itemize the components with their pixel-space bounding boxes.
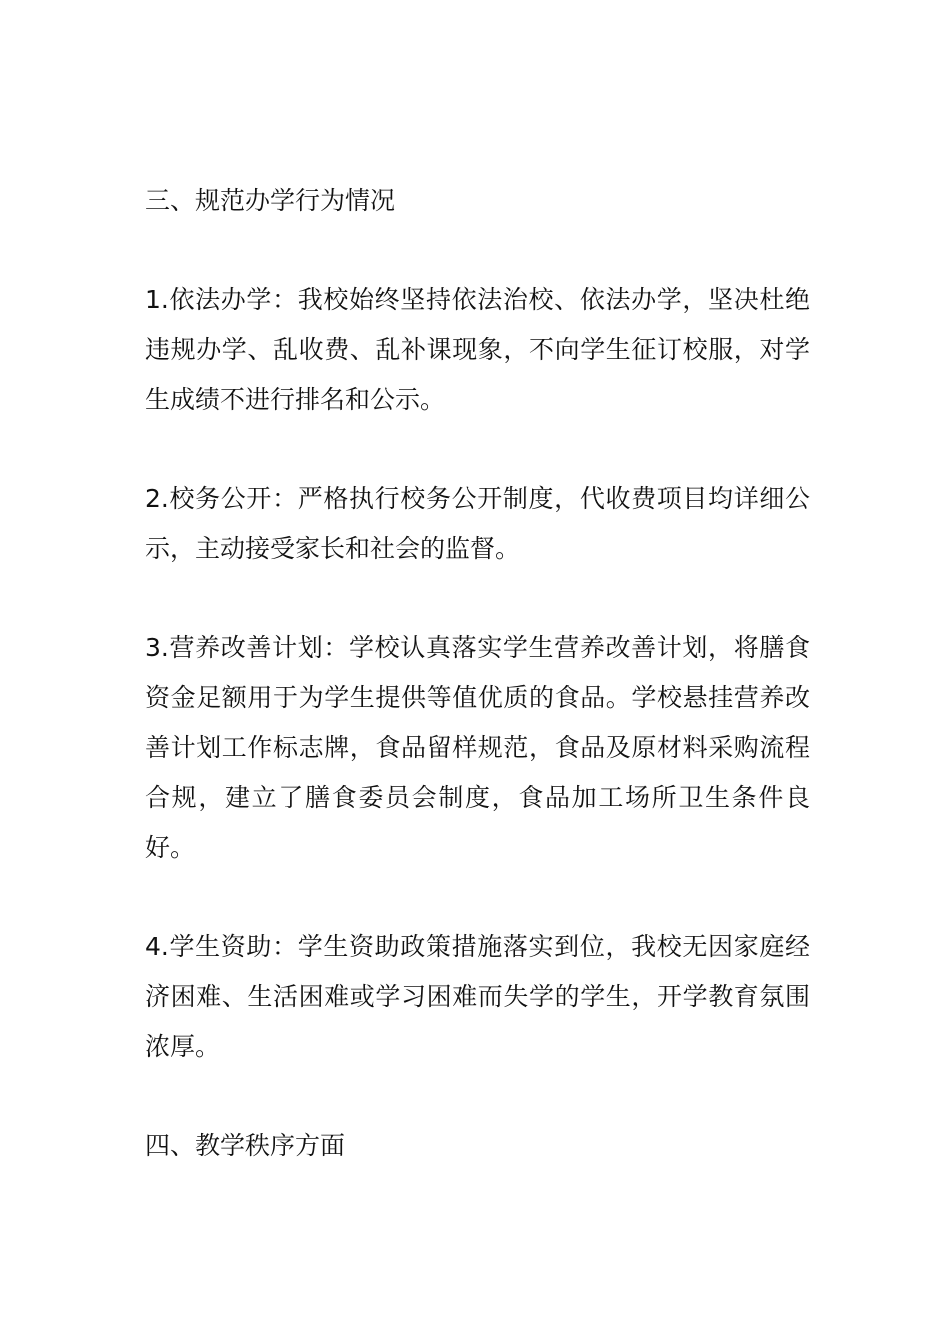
paragraph-nutrition-plan: 3.营养改善计划：学校认真落实学生营养改善计划，将膳食资金足额用于为学生提供等值优质的食品。学校悬挂营养改善计划工作标志牌，食品留样规范，食品及原材料采购流程合规，建立了膳食委员会制度，食品加工场所卫生条件良好。 (145, 633, 810, 862)
paragraph-legal-schooling: 1.依法办学：我校始终坚持依法治校、依法办学，坚决杜绝违规办学、乱收费、乱补课现象，不向学生征订校服，对学生成绩不进行排名和公示。 (145, 285, 810, 414)
section-heading-3: 三、规范办学行为情况 (145, 186, 396, 215)
paragraph-affairs-disclosure: 2.校务公开：严格执行校务公开制度，代收费项目均详细公示，主动接受家长和社会的监督。 (145, 484, 810, 563)
section-heading-4: 四、教学秩序方面 (145, 1131, 346, 1160)
document-body (145, 176, 810, 1171)
paragraph-student-aid: 4.学生资助：学生资助政策措施落实到位，我校无因家庭经济困难、生活困难或学习困难而失学的学生，开学教育氛围浓厚。 (145, 932, 810, 1061)
